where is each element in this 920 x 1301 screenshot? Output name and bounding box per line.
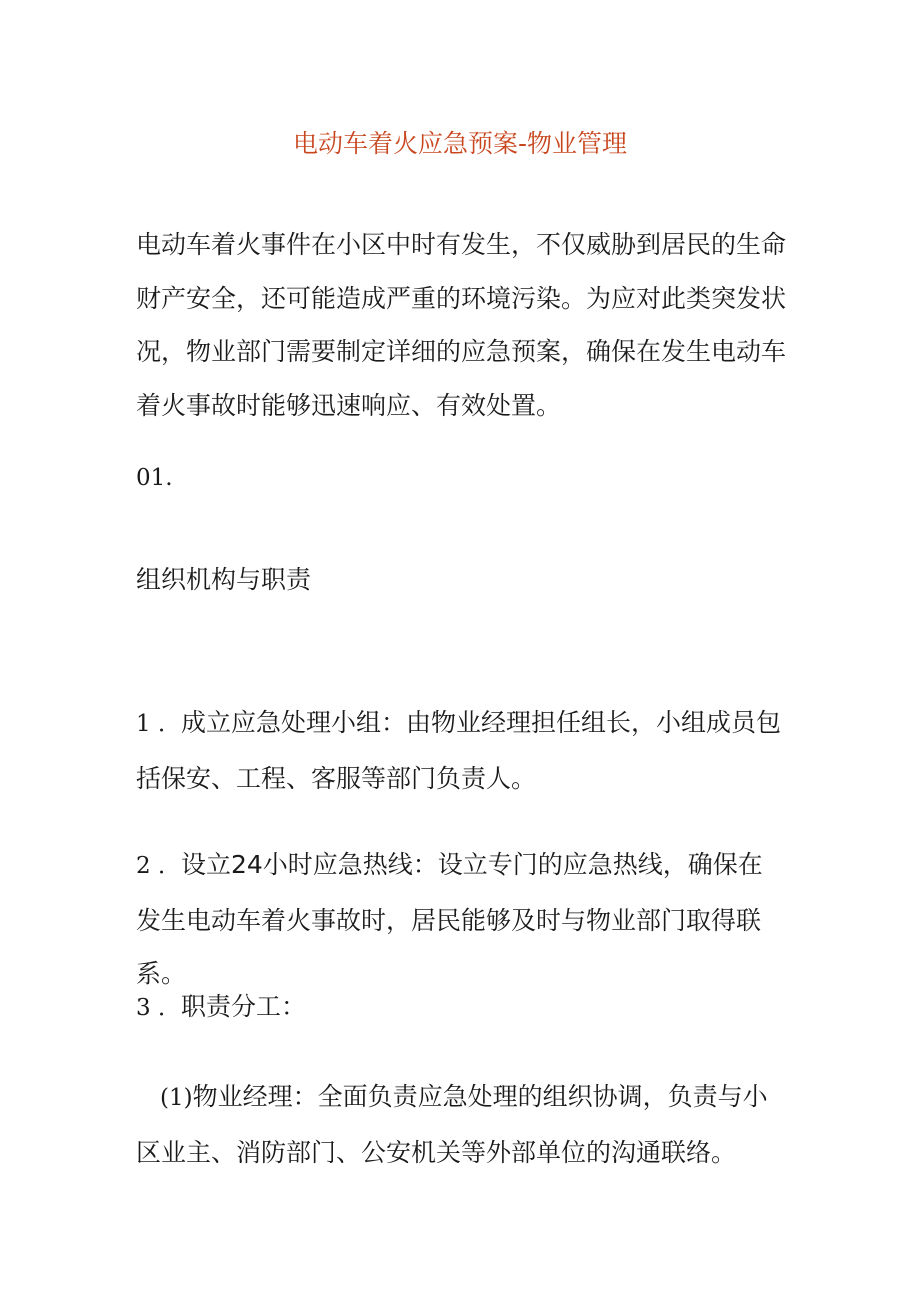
list-item-text: 成立应急处理小组：由物业经理担任组长，小组成员包括保安、工程、客服等部门负责人。 xyxy=(136,708,781,793)
section-number: 01. xyxy=(136,465,173,491)
list-item-2 xyxy=(136,838,786,1001)
document-title: 电动车着火应急预案-物业管理 xyxy=(292,129,628,158)
list-item-marker: 3 ． xyxy=(136,995,181,1021)
sub-item-text: 物业经理：全面负责应急处理的组织协调，负责与小区业主、消防部门、公安机关等外部单位的沟通联络。 xyxy=(136,1082,768,1167)
list-item-text: 职责分工： xyxy=(180,992,306,1021)
sub-item-1 xyxy=(136,1070,786,1179)
list-item-text: 设立24小时应急热线：设立专门的应急热线，确保在发生电动车着火事故时，居民能够及时与物业部门取得联系。 xyxy=(136,850,763,988)
sub-item-marker: (1) xyxy=(160,1085,193,1111)
list-item-1 xyxy=(136,696,786,805)
list-item-3 xyxy=(136,980,786,1036)
section-heading: 组织机构与职责 xyxy=(136,565,312,594)
list-item-marker: 2 ． xyxy=(136,853,181,879)
list-item-marker: 1 ． xyxy=(136,711,181,737)
intro-paragraph: 电动车着火事件在小区中时有发生，不仅威胁到居民的生命财产安全，还可能造成严重的环境污染。为应对此类突发状况，物业部门需要制定详细的应急预案，确保在发生电动车着火事故时能够迅速响应、有效处置。 xyxy=(136,230,787,420)
